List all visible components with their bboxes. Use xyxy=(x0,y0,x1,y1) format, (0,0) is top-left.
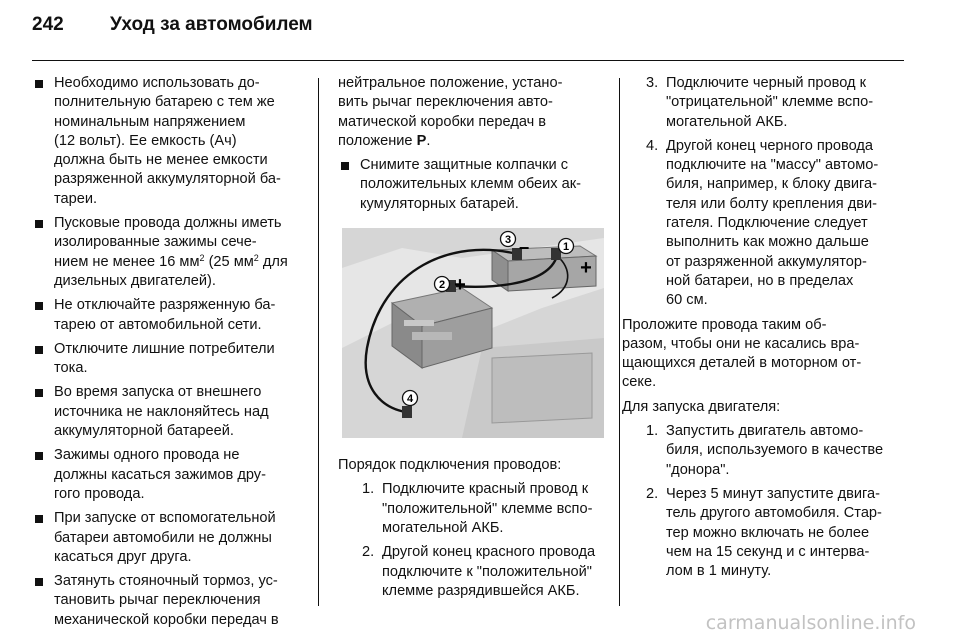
bullet-item: Не отключайте разряженную ба- тарею от автомобильной сети. xyxy=(32,296,304,335)
header-divider xyxy=(32,60,904,61)
page-number: 242 xyxy=(32,14,64,35)
battery-vent xyxy=(404,320,434,326)
numbered-step: 2. Через 5 минут запустите двига- тель другого автомобиля. Стар- тер можно включать не более чем на 15 секунд и с интерва- лом в 1 минуту. xyxy=(646,485,882,580)
page-title: Уход за автомобилем xyxy=(110,14,313,35)
bullet-item: Снимите защитные колпачки с положительных клемм обеих ак- кумуляторных батарей. xyxy=(338,156,610,214)
bullet-marker xyxy=(35,80,43,88)
connection-order-intro: Порядок подключения проводов: xyxy=(338,457,562,474)
column-2 xyxy=(338,74,610,606)
numbered-step: 3. Подключите черный провод к "отрицательной" клемме вспо- могательной АКБ. xyxy=(646,75,874,130)
cable-routing-note: Проложите провода таким об- разом, чтобы они не касались вра- щающихся деталей в моторном от- секе. xyxy=(622,316,862,391)
bullet-marker xyxy=(35,346,43,354)
bullet-item: Зажимы одного провода не должны касаться зажимов дру- гого провода. xyxy=(32,446,304,504)
numbered-step: 1. Запустить двигатель автомо- биля, используемого в качестве "донора". xyxy=(646,423,884,478)
column-3 xyxy=(622,74,912,586)
bullet-item: Необходимо использовать до- полнительную батарею с тем же номинальным напряжением (12 вольт). Ее емкость (Ач) должна быть не менее емкости разряженной аккумуляторной ба- тареи. xyxy=(32,74,304,209)
battery-illustration-svg xyxy=(342,228,604,438)
bullet-marker xyxy=(35,389,43,397)
callout-1-plus: + xyxy=(580,257,592,280)
bullet-item: При запуске от вспомогательной батареи автомобили не должны касаться друг друга. xyxy=(32,509,304,567)
bullet-item: Пусковые провода должны иметь изолированные зажимы сече- нием не менее 16 $мм^2$ (25 $мм^2$ для дизельных двигателей). xyxy=(32,214,304,291)
callout-2: 2 xyxy=(438,279,446,292)
page-header xyxy=(32,14,912,54)
column-divider-1 xyxy=(318,78,319,606)
battery-connection-illustration xyxy=(342,228,604,438)
callout-1: 1 xyxy=(562,241,570,254)
callout-3: 3 xyxy=(504,234,512,247)
bullet-continuation: нейтральное положение, устано- вить рычаг переключения авто- матической коробки передач в положение P. xyxy=(338,75,563,149)
bullet-item: Затянуть стояночный тормоз, ус- тановить рычаг переключения механической коробки передач в xyxy=(32,572,304,630)
callout-4: 4 xyxy=(406,393,414,406)
column-divider-2 xyxy=(619,78,620,606)
numbered-step: 2. Другой конец красного провода подключите к "положительной" клемме разрядившейся АКБ. xyxy=(362,544,596,599)
bullet-marker xyxy=(35,515,43,523)
clamp-4 xyxy=(402,406,412,418)
numbered-step: 4. Другой конец черного провода подключите на "массу" автомо- биля, например, к блоку двига- теля или болту крепления дви- гателя. Подключение следует выполнить как можно дальше от разряженной аккумулятор- ной батареи, но в пределах 60 см. xyxy=(646,137,879,309)
engine-cover xyxy=(492,353,592,423)
column-1 xyxy=(32,74,304,635)
bullet-marker xyxy=(35,578,43,586)
bullet-marker xyxy=(35,220,43,228)
callout-3-minus: − xyxy=(518,238,530,259)
bullet-item: Отключите лишние потребители тока. xyxy=(32,340,304,379)
bullet-marker xyxy=(341,162,349,170)
bullet-item: Во время запуска от внешнего источника не наклоняйтесь над аккумуляторной батареей. xyxy=(32,383,304,441)
engine-start-intro: Для запуска двигателя: xyxy=(622,398,781,415)
bullet-marker xyxy=(35,452,43,460)
bullet-marker xyxy=(35,302,43,310)
callout-2-plus: + xyxy=(454,274,466,297)
watermark: carmanualsonline.info xyxy=(705,612,916,634)
numbered-step: 1. Подключите красный провод к "положительной" клемме вспо- могательной АКБ. xyxy=(362,481,593,536)
battery-label xyxy=(412,332,452,340)
